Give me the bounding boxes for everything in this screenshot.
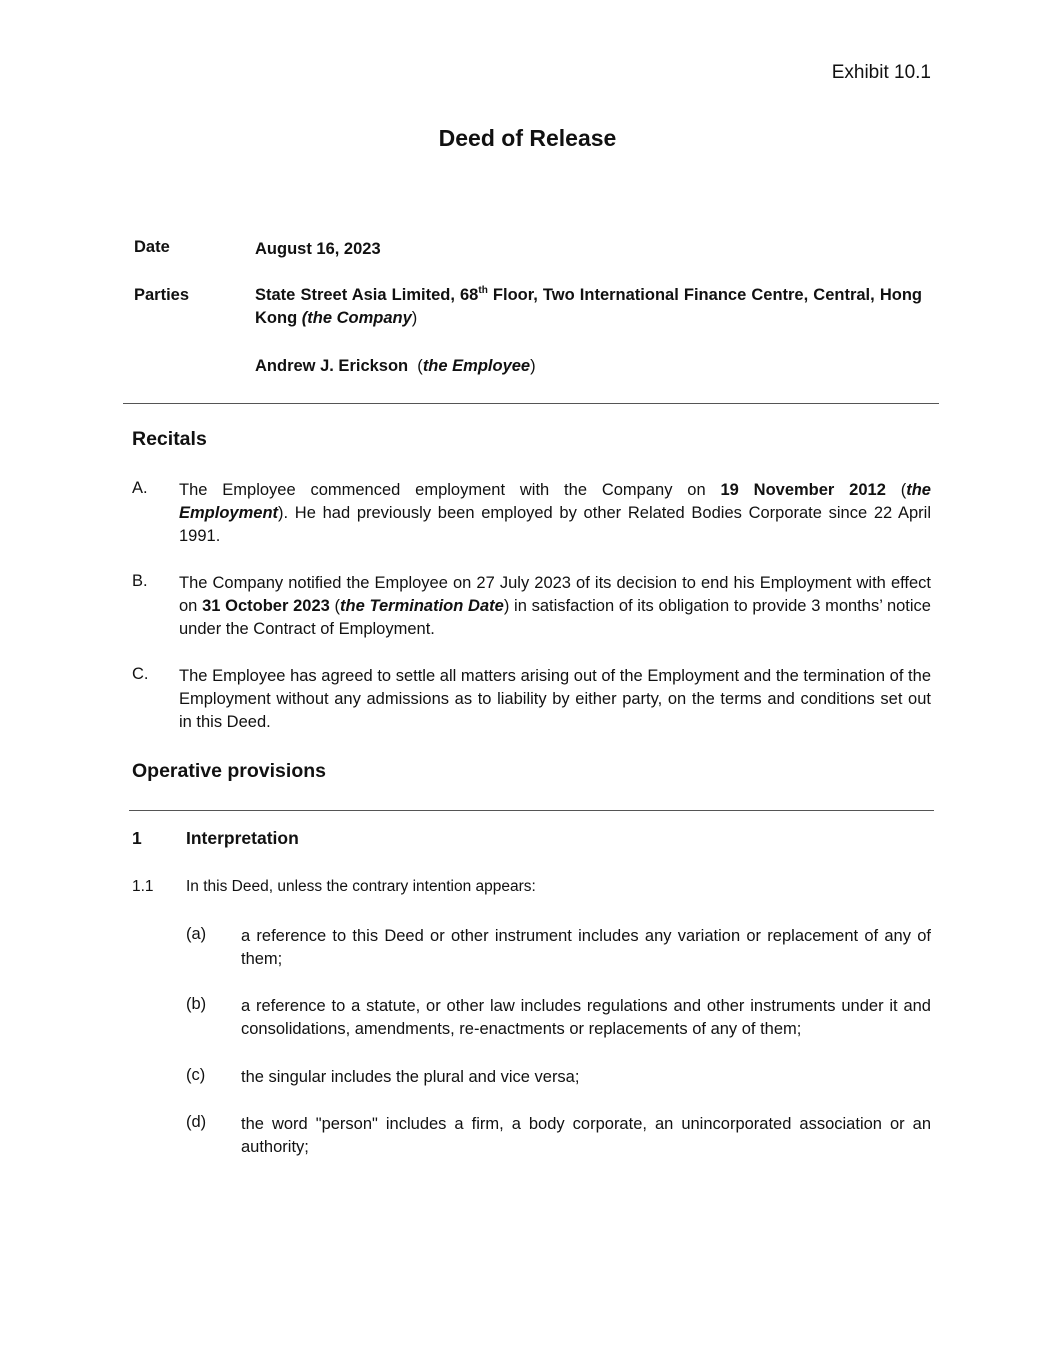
clause-1-1-text: In this Deed, unless the contrary intention appears: (186, 878, 536, 895)
item-d-label: (d) (186, 1113, 207, 1131)
item-b-text: a reference to a statute, or other law includes regulations and other instruments under it and consolidations, amendments, re-enactments or replacements of any of them; (241, 997, 931, 1038)
recital-a-t2: ( (885, 481, 907, 499)
recital-b-t2: ( (329, 597, 341, 615)
item-b-label: (b) (186, 995, 207, 1013)
item-c-label: (c) (186, 1066, 206, 1084)
party-company-defined-term: (the Company (301, 309, 412, 327)
party-employee-name: Andrew J. Erickson (255, 357, 409, 375)
party-employee (255, 355, 922, 378)
party-employee-defined-term: the Employee (422, 357, 531, 375)
party-company-sup: th (478, 285, 488, 296)
recital-a-date: 19 November 2012 (720, 481, 886, 499)
date-label: Date (134, 238, 170, 256)
recital-a-defined-term: the Employment (179, 481, 931, 522)
document-title: Deed of Release (438, 125, 617, 151)
clause-1-1-number: 1.1 (132, 878, 154, 895)
party-employee-close: ) (530, 357, 536, 375)
date-value: August 16, 2023 (255, 240, 381, 258)
divider-operative (129, 810, 934, 811)
party-company-close: ) (411, 309, 418, 327)
recital-a-letter: A. (132, 479, 148, 497)
recital-a-text (179, 479, 931, 548)
item-d-text: the word "person" includes a firm, a body corporate, an unincorporated association or an authority; (241, 1115, 931, 1156)
recital-b-text (179, 572, 931, 641)
recital-a-t3: ). He had previously been employed by other Related Bodies Corporate since 22 April 1991. (179, 504, 931, 545)
exhibit-label: Exhibit 10.1 (831, 62, 931, 83)
clause-1-number: 1 (132, 828, 142, 848)
divider-top (123, 403, 939, 404)
recital-a-t1: The Employee commenced employment with the Company on (179, 481, 721, 499)
recital-c-letter: C. (132, 665, 149, 683)
recital-b-t3: ) in satisfaction of its obligation to provide 3 months’ notice under the Contract of Employment. (179, 597, 931, 638)
item-a-label: (a) (186, 925, 207, 943)
recital-b-t1: The Company notified the Employee on 27 July 2023 of its decision to end his Employment with effect on (179, 574, 931, 615)
recital-b-defined-term: the Termination Date (340, 597, 504, 615)
party-company-text-b: Floor, Two International Finance Centre, Central, Hong Kong (255, 286, 922, 327)
recital-b-date: 31 October 2023 (202, 597, 330, 615)
recital-c-text: The Employee has agreed to settle all matters arising out of the Employment and the termination of the Employment without any admissions as to liability by either party, on the terms and conditions set out in this Deed. (179, 667, 931, 731)
party-employee-open: ( (408, 357, 423, 375)
item-c-text: the singular includes the plural and vice versa; (241, 1068, 580, 1086)
operative-heading: Operative provisions (132, 760, 326, 782)
parties-label: Parties (134, 286, 190, 304)
recitals-heading: Recitals (132, 428, 207, 450)
clause-1-title: Interpretation (186, 828, 299, 848)
party-company-text-a: State Street Asia Limited, 68 (255, 286, 479, 304)
party-company (255, 284, 922, 330)
item-a-text: a reference to this Deed or other instrument includes any variation or replacement of any of them; (241, 927, 931, 968)
recital-b-letter: B. (132, 572, 148, 590)
